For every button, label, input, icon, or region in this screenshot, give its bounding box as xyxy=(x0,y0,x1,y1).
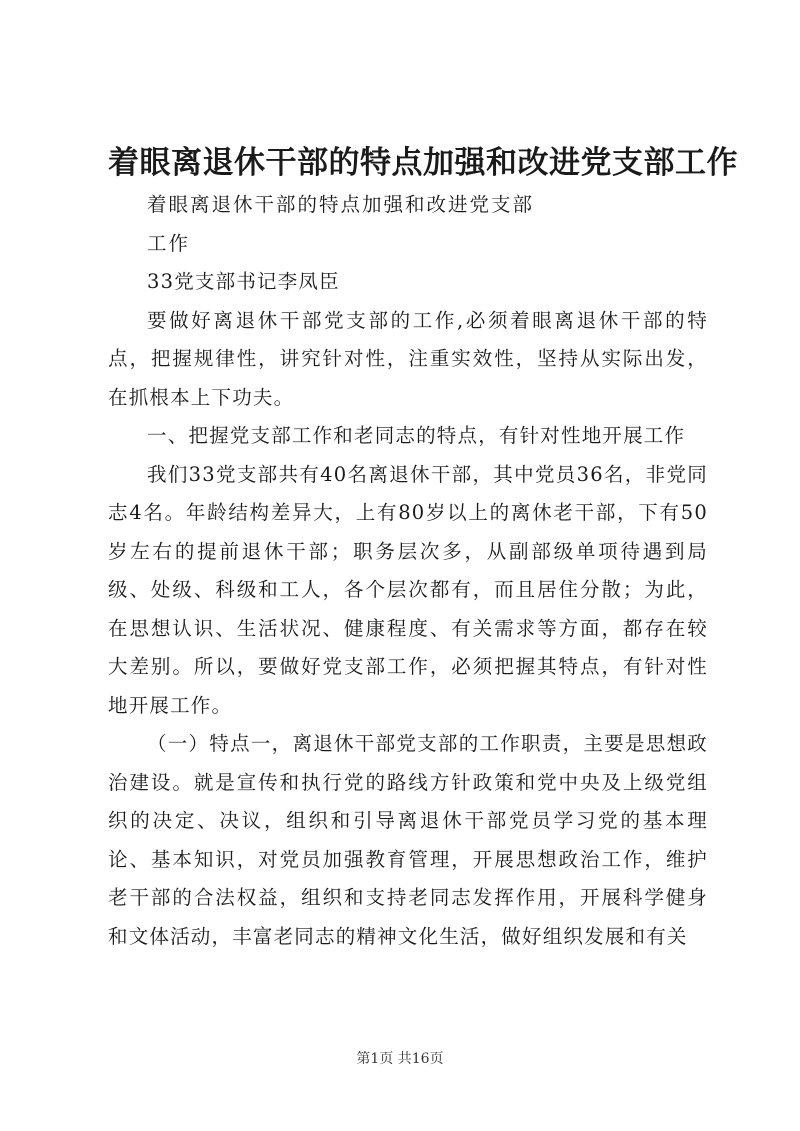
page-number-footer: 第1页 共16页 xyxy=(356,1051,444,1067)
author-line: 33党支部书记李凤臣 xyxy=(147,270,340,293)
subtitle-line-1: 着眼离退休干部的特点加强和改进党支部 xyxy=(147,193,535,216)
paragraph-branch-overview: 我们33党支部共有40名离退休干部，其中党员36名，非党同志4名。年龄结构差异大，上有80岁以上的离休老干部，下有50岁左右的提前退休干部；职务层次多，从副部级单项待遇到局级、处级、科级和工人，各个层次都有，而且居住分散；为此，在思想认识、生活状况、健康程度、有关需求等方面，都存在较大差别。所以，要做好党支部工作，必须把握其特点，有针对性地开展工作。 xyxy=(108,462,708,717)
paragraph-intro: 要做好离退休干部党支部的工作,必须着眼离退休干部的特点，把握规律性，讲究针对性，注重实效性，坚持从实际出发，在抓根本上下功夫。 xyxy=(108,308,708,409)
paragraph-feature-one: （一）特点一，离退休干部党支部的工作职责，主要是思想政治建设。就是宣传和执行党的路线方针政策和党中央及上级党组织的决定、决议，组织和引导离退休干部党员学习党的基本理论、基本知识，对党员加强教育管理，开展思想政治工作，维护老干部的合法权益，组织和支持老同志发挥作用，开展科学健身和文体活动，丰富老同志的精神文化生活，做好组织发展和有关 xyxy=(108,732,708,948)
document-body xyxy=(108,186,708,956)
section-heading-1: 一、把握党支部工作和老同志的特点，有针对性地开展工作 xyxy=(147,424,686,447)
document-title: 着眼离退休干部的特点加强和改进党支部工作 xyxy=(108,145,738,181)
subtitle-line-2: 工作 xyxy=(147,231,191,255)
